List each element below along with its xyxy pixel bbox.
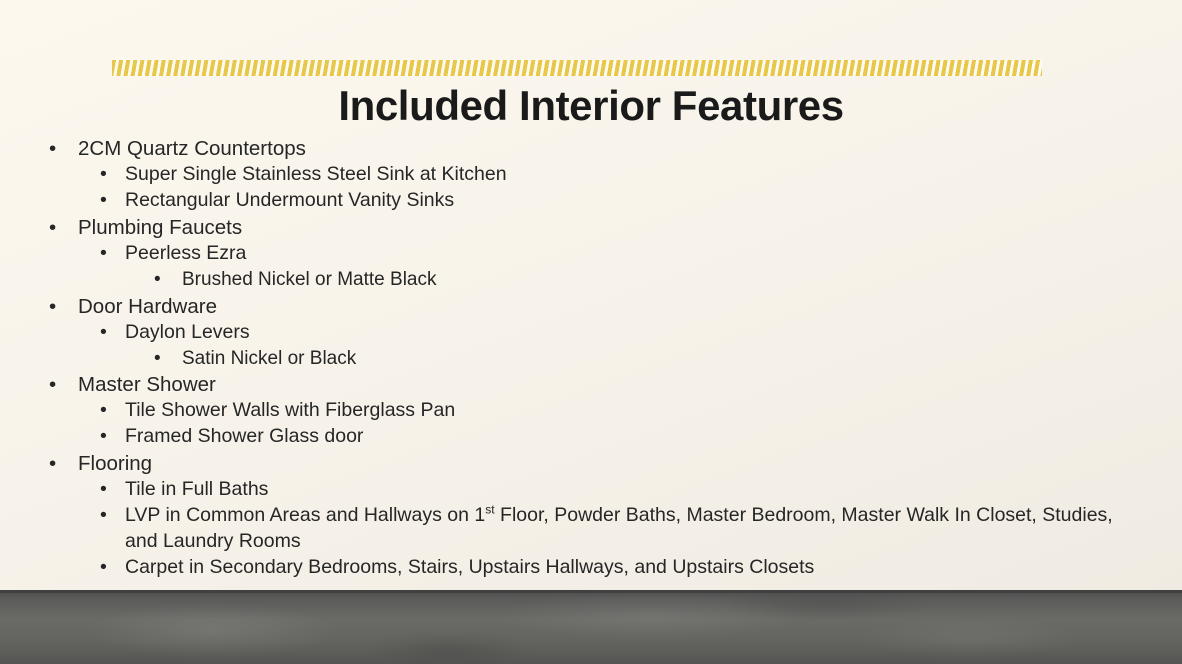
- list-item-label: Plumbing Faucets: [78, 216, 243, 240]
- list-item: [40, 371, 1140, 398]
- list-item: [98, 424, 1140, 450]
- floor-image-band: [0, 590, 1182, 664]
- list-item: [40, 450, 1140, 477]
- list-item: [98, 477, 1140, 503]
- list-item: [98, 398, 1140, 424]
- bullet-icon: •: [100, 478, 107, 501]
- bullet-icon: •: [49, 372, 57, 396]
- list-item: [98, 503, 1140, 555]
- feature-list: [40, 135, 1140, 581]
- bullet-icon: •: [49, 137, 57, 160]
- bullet-icon: •: [49, 294, 57, 318]
- bullet-icon: •: [100, 504, 107, 527]
- bullet-icon: •: [154, 347, 161, 369]
- bullet-icon: •: [154, 269, 161, 291]
- list-item-label: Tile Shower Walls with Fiberglass Pan: [125, 399, 456, 422]
- list-item: [98, 188, 1140, 214]
- bullet-icon: •: [100, 189, 107, 212]
- list-item: [98, 241, 1140, 267]
- list-item-label: Rectangular Undermount Vanity Sinks: [125, 189, 455, 212]
- list-item-label: Tile in Full Baths: [125, 478, 269, 501]
- list-item: [98, 320, 1140, 346]
- list-item-label: Daylon Levers: [125, 320, 250, 343]
- list-item: [98, 555, 1140, 581]
- list-item: [152, 267, 1140, 292]
- bullet-icon: •: [100, 163, 107, 186]
- bullet-icon: •: [100, 242, 107, 265]
- floor-texture: [0, 590, 1182, 664]
- list-item-label: Super Single Stainless Steel Sink at Kitchen: [125, 163, 507, 186]
- list-item-label: Carpet in Secondary Bedrooms, Stairs, Upstairs Hallways, and Upstairs Closets: [125, 556, 815, 579]
- list-item-label: Door Hardware: [78, 294, 217, 318]
- bullet-icon: •: [100, 399, 107, 422]
- bullet-icon: •: [100, 425, 107, 448]
- list-item: [40, 293, 1140, 320]
- lvp-text-prefix: LVP in Common Areas and Hallways on 1: [125, 504, 486, 527]
- list-item-label: Master Shower: [78, 372, 216, 396]
- list-item-label: Peerless Ezra: [125, 242, 247, 265]
- lvp-text-suffix: Floor, Powder Baths, Master Bedroom, Master Walk In Closet, Studies, and Laundry Rooms: [125, 504, 1113, 553]
- list-item-label: Flooring: [78, 452, 153, 476]
- list-item-label: 2CM Quartz Countertops: [78, 137, 306, 160]
- list-item-label: Brushed Nickel or Matte Black: [182, 269, 437, 291]
- list-item-label: Framed Shower Glass door: [125, 425, 364, 448]
- bullet-icon: •: [100, 320, 107, 343]
- title-decorative-rule: [112, 60, 1042, 76]
- ordinal-suffix: st: [485, 502, 495, 517]
- bullet-icon: •: [49, 452, 57, 476]
- list-item-label-rich: [125, 503, 1140, 555]
- list-item: [40, 214, 1140, 241]
- list-item: [98, 162, 1140, 188]
- bullet-icon: •: [100, 556, 107, 579]
- list-item-label: Satin Nickel or Black: [182, 347, 357, 369]
- list-item: [40, 135, 1140, 162]
- bullet-icon: •: [49, 216, 57, 240]
- list-item: [152, 346, 1140, 371]
- page-title: Included Interior Features: [338, 82, 844, 129]
